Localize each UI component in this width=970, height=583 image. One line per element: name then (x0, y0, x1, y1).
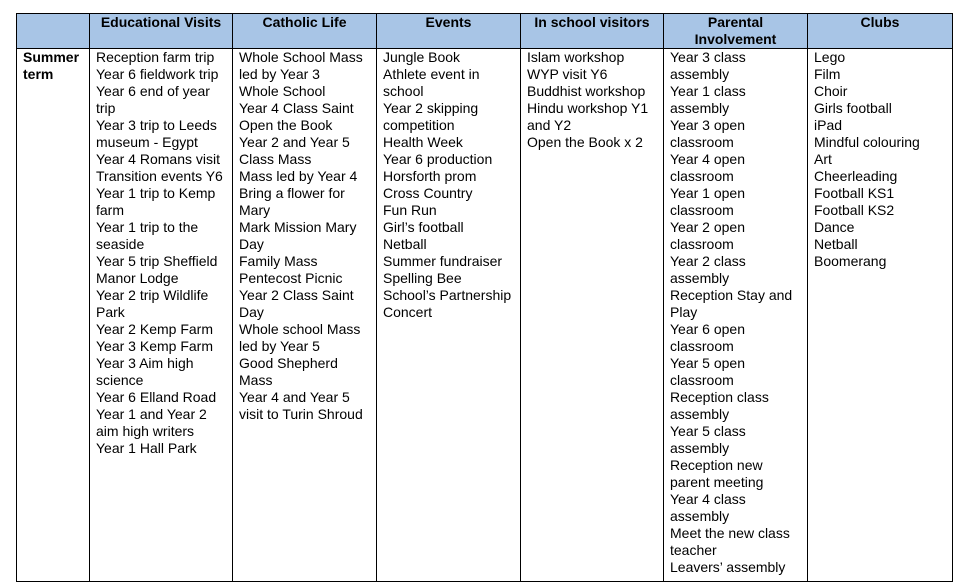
cell-item: Leavers’ assembly (670, 559, 786, 575)
cell-item: Year 5 open classroom (670, 355, 745, 388)
cell-item: Open the Book x 2 (527, 134, 643, 150)
cell-item: Reception farm trip (96, 49, 215, 65)
cell-item: Year 4 Romans visit (96, 151, 220, 167)
cell-item: Fun Run (383, 202, 437, 218)
header-in-school-visitors: In school visitors (521, 14, 664, 49)
cell-item: Year 4 Class Saint (239, 100, 354, 116)
cell-item: Bring a flower for Mary (239, 185, 345, 218)
cell-item: Netball (383, 236, 427, 252)
cell-item: WYP visit Y6 (527, 66, 608, 82)
cell-item: Meet the new class teacher (670, 525, 790, 558)
cell-item: Islam workshop (527, 49, 625, 65)
cell-item: Pentecost Picnic (239, 270, 343, 286)
header-educational-visits: Educational Visits (90, 14, 233, 49)
cell-item: Mindful colouring (814, 134, 920, 150)
cell-item: Year 1 trip to Kemp farm (96, 185, 216, 218)
cell-item: Whole School Mass led by Year 3 (239, 49, 363, 82)
cell-item: School’s Partnership Concert (383, 287, 512, 320)
cell-item: Year 6 open classroom (670, 321, 745, 354)
cell-item: Year 1 trip to the seaside (96, 219, 199, 252)
cell-item: Year 6 end of year trip (96, 83, 210, 116)
cell-item: Girl’s football (383, 219, 464, 235)
cell-item: Lego (814, 49, 846, 65)
cell-item: Year 2 class assembly (670, 253, 746, 286)
summer-term-table (16, 13, 953, 582)
cell-item: Year 2 skipping competition (383, 100, 479, 133)
cell-events (377, 49, 521, 582)
cell-item: Year 2 Kemp Farm (96, 321, 213, 337)
cell-item: Good Shepherd Mass (239, 355, 338, 388)
cell-item: Athlete event in school (383, 66, 480, 99)
cell-item: Health Week (383, 134, 463, 150)
header-empty (17, 14, 90, 49)
cell-item: Netball (814, 236, 858, 252)
cell-educational-visits (90, 49, 233, 582)
cell-item: Art (814, 151, 832, 167)
cell-item: Reception Stay and Play (670, 287, 793, 320)
cell-item: Year 6 Elland Road (96, 389, 217, 405)
cell-item: Year 4 open classroom (670, 151, 745, 184)
cell-item: Mark Mission Mary Day (239, 219, 357, 252)
cell-item: Year 3 Aim high science (96, 355, 194, 388)
cell-item: Mass led by Year 4 (239, 168, 358, 184)
header-events: Events (377, 14, 521, 49)
cell-item: Year 4 and Year 5 visit to Turin Shroud (239, 389, 363, 422)
cell-item: Year 5 trip Sheffield Manor Lodge (96, 253, 218, 286)
cell-item: Boomerang (814, 253, 887, 269)
cell-item: Film (814, 66, 841, 82)
header-parental-involvement: Parental Involvement (664, 14, 808, 49)
cell-item: Football KS1 (814, 185, 895, 201)
cell-item: Year 2 open classroom (670, 219, 745, 252)
cell-item: Year 2 trip Wildlife Park (96, 287, 209, 320)
cell-item: Family Mass (239, 253, 318, 269)
header-row (17, 14, 953, 49)
cell-item: Cross Country (383, 185, 473, 201)
cell-item: Open the Book (239, 117, 333, 133)
cell-item: Whole school Mass led by Year 5 (239, 321, 361, 354)
cell-item: Year 4 class assembly (670, 491, 746, 524)
cell-item: Football KS2 (814, 202, 895, 218)
cell-item: Year 3 trip to Leeds museum - Egypt (96, 117, 217, 150)
cell-item: Year 5 class assembly (670, 423, 746, 456)
cell-parental-involvement (664, 49, 808, 582)
cell-item: Jungle Book (383, 49, 461, 65)
summer-term-row (17, 49, 953, 582)
header-catholic-life: Catholic Life (233, 14, 377, 49)
cell-item: Year 3 Kemp Farm (96, 338, 213, 354)
cell-item: Spelling Bee (383, 270, 462, 286)
cell-item: Girls football (814, 100, 892, 116)
cell-item: Summer fundraiser (383, 253, 503, 269)
cell-item: Year 6 production (383, 151, 493, 167)
cell-item: Whole School (239, 83, 326, 99)
cell-item: Year 2 and Year 5 Class Mass (239, 134, 350, 167)
cell-item: Hindu workshop Y1 and Y2 (527, 100, 649, 133)
cell-in-school-visitors (521, 49, 664, 582)
cell-item: Year 1 class assembly (670, 83, 746, 116)
cell-item: Year 1 Hall Park (96, 440, 197, 456)
cell-item: Dance (814, 219, 855, 235)
cell-item: Transition events Y6 (96, 168, 223, 184)
cell-item: Reception class assembly (670, 389, 769, 422)
cell-catholic-life (233, 49, 377, 582)
cell-item: iPad (814, 117, 843, 133)
cell-item: Year 6 fieldwork trip (96, 66, 219, 82)
header-clubs: Clubs (808, 14, 953, 49)
cell-item: Year 2 Class Saint Day (239, 287, 354, 320)
cell-item: Horsforth prom (383, 168, 477, 184)
cell-item: Cheerleading (814, 168, 898, 184)
cell-clubs (808, 49, 953, 582)
cell-item: Year 1 and Year 2 aim high writers (96, 406, 207, 439)
cell-item: Year 3 open classroom (670, 117, 745, 150)
cell-item: Reception new parent meeting (670, 457, 764, 490)
cell-item: Choir (814, 83, 848, 99)
cell-item: Year 3 class assembly (670, 49, 746, 82)
row-label: Summer term (17, 49, 90, 582)
cell-item: Buddhist workshop (527, 83, 646, 99)
cell-item: Year 1 open classroom (670, 185, 745, 218)
